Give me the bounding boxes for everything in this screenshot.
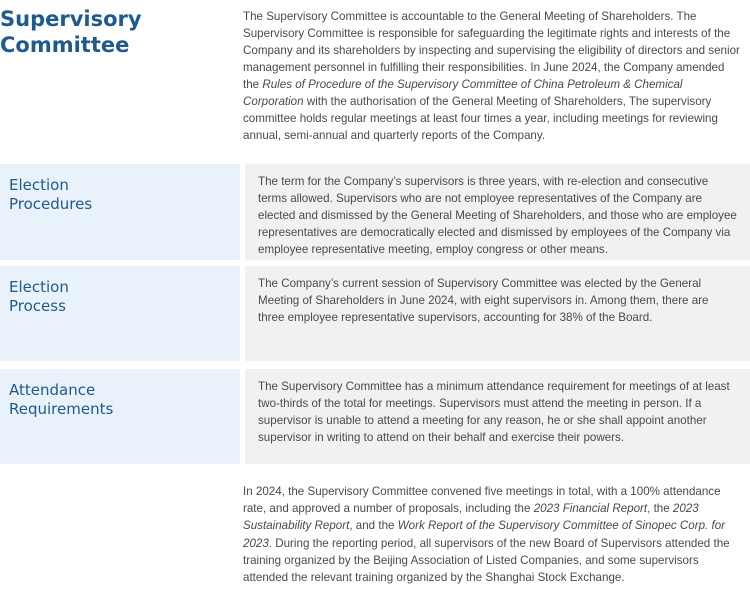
row-election-process	[0, 266, 750, 361]
closing-text-4: . During the reporting period, all supervisors of the new Board of Supervisors attended the training organized by the Beijing Association of Listed Companies, and some supervisors attended the relevant training organized by the Shanghai Stock Exchange.	[243, 536, 730, 585]
closing-paragraph	[243, 483, 743, 586]
row-label-line-1: Election	[9, 278, 69, 296]
row-label-line-1: Attendance	[9, 381, 96, 399]
intro-text-2: with the authorisation of the General Meeting of Shareholders, The supervisory committee holds regular meetings at least four times a year, including meetings for reviewing annual, semi-annual and quarterly reports of the Company.	[243, 95, 718, 142]
row-election-procedures	[0, 164, 750, 260]
closing-text-3: , and the	[349, 519, 398, 533]
title-line-1: Supervisory	[0, 7, 142, 31]
row-label	[0, 164, 240, 260]
closing-sustainability-report: 2023 Sustainability Report	[243, 502, 699, 533]
row-label-line-2: Procedures	[9, 195, 93, 213]
closing-work-report: Work Report of the Supervisory Committee of Sinopec Corp. for 2023	[243, 519, 726, 550]
title-line-2: Committee	[0, 33, 130, 57]
intro-rules-title: Rules of Procedure of the Supervisory Committee of China Petroleum & Chemical Corporation	[243, 78, 683, 108]
row-attendance-requirements	[0, 369, 750, 464]
row-body: The Supervisory Committee has a minimum attendance requirement for meetings of at least two-thirds of the total for meetings. Supervisors must attend the meeting in person. If a supervisor is unable to attend a meeting for any reason, he or she shall appoint another supervisor in writing to attend on their behalf and exercise their powers.	[245, 369, 750, 464]
row-label	[0, 369, 240, 464]
closing-text-1: In 2024, the Supervisory Committee convened five meetings in total, with a 100% attendance rate, and approved a number of proposals, including the	[243, 485, 721, 516]
row-label-line-2: Requirements	[9, 400, 114, 418]
row-label-line-2: Process	[9, 297, 66, 315]
row-label	[0, 266, 240, 361]
intro-text-1: The Supervisory Committee is accountable to the General Meeting of Shareholders. The Supervisory Committee is responsible for safeguarding the legitimate rights and interests of the Company and its shareholders by inspecting and supervising the eligibility of directors and senior management personnel in fulfilling their responsibilities. In June 2024, the Company amended the	[243, 10, 740, 91]
row-body: The term for the Company’s supervisors is three years, with re-election and consecutive terms allowed. Supervisors who are not employee representatives of the Company are elected and dismissed by the General Meeting of Shareholders, and those who are employee representatives are democratically elected and dismissed by employees of the Company via employee representative meeting, employ congress or other means.	[245, 164, 750, 260]
page-title	[0, 6, 240, 58]
closing-text-2: , the	[647, 502, 673, 516]
closing-financial-report: 2023 Financial Report	[533, 502, 648, 516]
intro-paragraph	[243, 8, 743, 144]
row-label-line-1: Election	[9, 176, 69, 194]
row-body: The Company’s current session of Supervisory Committee was elected by the General Meeting of Shareholders in June 2024, with eight supervisors in. Among them, there are three employee representative supervisors, accounting for 38% of the Board.	[245, 266, 750, 361]
